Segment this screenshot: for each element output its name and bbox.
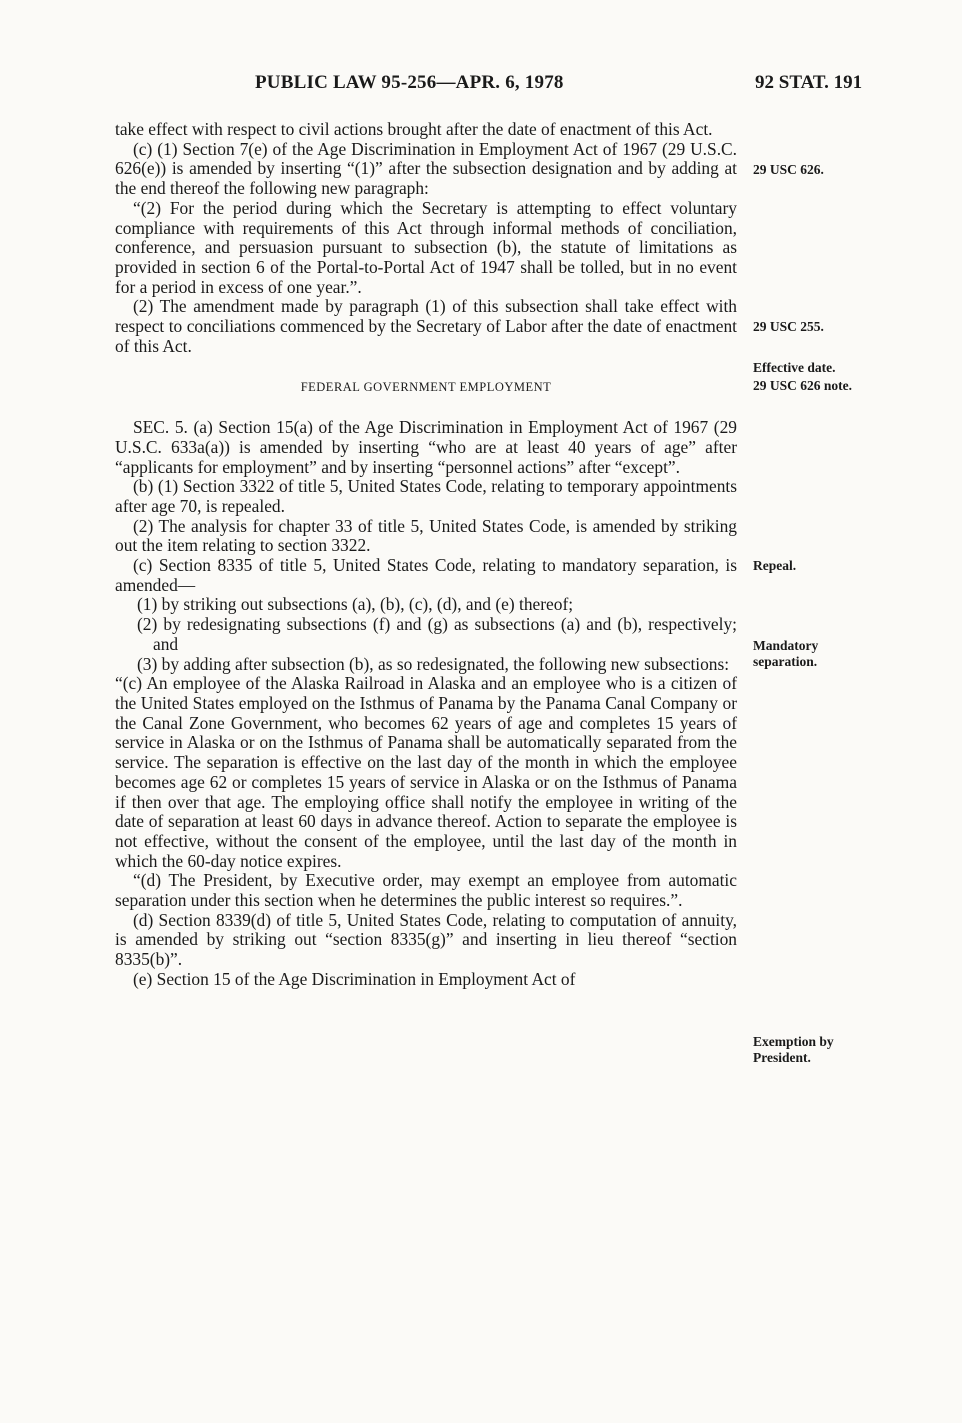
page-header-title: PUBLIC LAW 95-256—APR. 6, 1978 xyxy=(255,72,564,93)
paragraph: (e) Section 15 of the Age Discrimination in Employment Act of xyxy=(133,968,576,989)
paragraph: (2) The analysis for chapter 33 of title 5, United States Code, is amended by striking out the item relating to section 3322. xyxy=(115,515,737,556)
paragraph: (d) Section 8339(d) of title 5, United States Code, relating to computation of annuity, is amended by striking out “section 8335(g)” and inserting in lieu thereof “section 8335(b)”. xyxy=(115,909,737,970)
list-item: (2) by redesignating subsections (f) and (g) as subsections (a) and (b), respectively; and xyxy=(137,614,737,654)
list-item: (3) by adding after subsection (b), as so redesignated, the following new subsections: xyxy=(137,653,730,674)
margin-note-repeal: Repeal. xyxy=(753,558,797,573)
paragraph: take effect with respect to civil actions brought after the date of enactment of this Act. xyxy=(115,119,713,139)
paragraph: (2) The amendment made by paragraph (1) of this subsection shall take effect with respect to conciliations commenced by the Secretary of Labor after the date of enactment of this Act. xyxy=(115,296,737,356)
quoted-paragraph: “(d) The President, by Executive order, may exempt an employee from automatic separation under this section when he determines the public interest so requires.”. xyxy=(115,870,737,911)
page-header-stat: 92 STAT. 191 xyxy=(755,72,863,93)
list-item: (1) by striking out subsections (a), (b), (c), (d), and (e) thereof; xyxy=(137,594,574,615)
body-text xyxy=(115,120,737,990)
margin-note-citation: 29 USC 626. xyxy=(753,162,824,177)
margin-note-exemption: Exemption by President. xyxy=(753,1034,834,1065)
margin-note-effective-date: Effective date. xyxy=(753,360,836,375)
quoted-paragraph: “(c) An employee of the Alaska Railroad in Alaska and an employee who is a citizen of the United States employed on the Isthmus of Panama by the Panama Canal Company or the Canal Zone Government, who becomes 62 years of age and completes 15 years of service in Alaska or on the Isthmus of Panama shall be automatically separated from the service. The separation is effective on the last day of the month in which the employee becomes age 62 or completes 15 years of service in Alaska or on the Isthmus of Panama if then over that age. The employing office shall notify the employee in writing of the date of separation at least 60 days in advance thereof. Action to separate the employee is not effective, without the consent of the employee, until the last day of the month in which the 60-day notice expires. xyxy=(115,673,737,871)
paragraph: SEC. 5. (a) Section 15(a) of the Age Discrimination in Employment Act of 1967 (29 U.S.C. 633a(a)) is amended by inserting “who are at least 40 years of age” after “applicants for employment” and by inserting “personnel actions” after “except”. xyxy=(115,417,737,477)
margin-note-mandatory-separation: Mandatory separation. xyxy=(753,638,819,669)
margin-note-citation: 29 USC 255. xyxy=(753,319,824,334)
paragraph: (b) (1) Section 3322 of title 5, United States Code, relating to temporary appointments after age 70, is repealed. xyxy=(115,476,737,516)
paragraph: (c) Section 8335 of title 5, United States Code, relating to mandatory separation, is amended— xyxy=(115,555,737,595)
margin-note-citation: 29 USC 626 note. xyxy=(753,378,853,393)
paragraph: (c) (1) Section 7(e) of the Age Discrimination in Employment Act of 1967 (29 U.S.C. 626(e)) is amended by inserting “(1)” after the subsection designation and by adding at the end thereof the following new paragraph: xyxy=(115,138,737,199)
quoted-paragraph: “(2) For the period during which the Secretary is attempting to effect voluntary compliance with requirements of this Act through informal methods of conciliation, conference, and persuasion pursuant to subsection (b), the statute of limitations as provided in section 6 of the Portal-to-Portal Act of 1947 shall be tolled, but in no event for a period in excess of one year.”. xyxy=(115,197,737,297)
section-heading: FEDERAL GOVERNMENT EMPLOYMENT xyxy=(300,380,552,395)
